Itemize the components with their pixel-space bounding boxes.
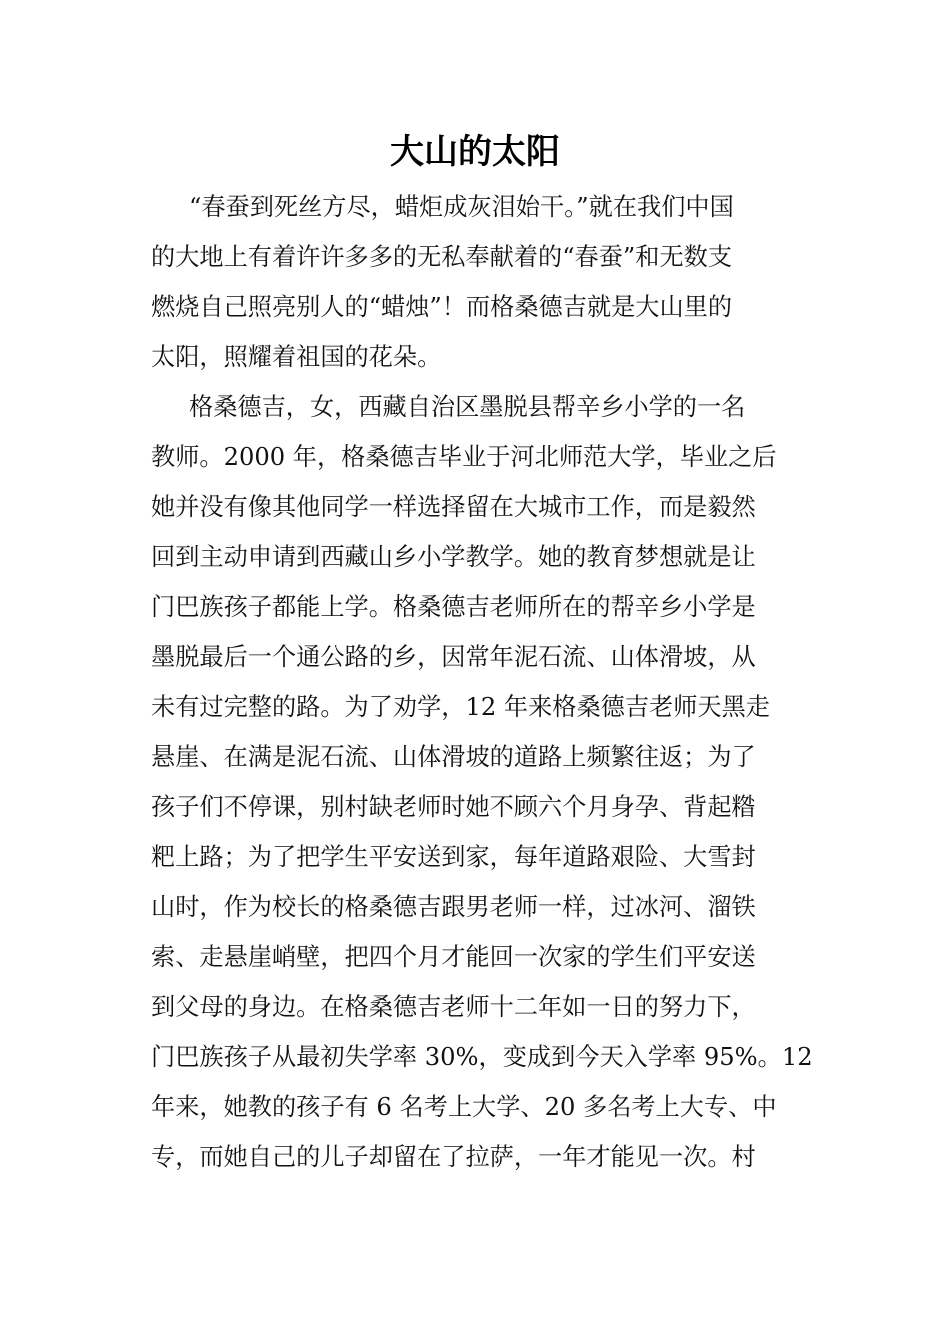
text-line: 索、走悬崖峭壁，把四个月才能回一次家的学生们平安送 xyxy=(151,943,756,971)
text-line: 她并没有像其他同学一样选择留在大城市工作，而是毅然 xyxy=(151,493,756,521)
text-line: 孩子们不停课，别村缺老师时她不顾六个月身孕、背起糌 xyxy=(151,793,756,821)
text-line: 到父母的身边。在格桑德吉老师十二年如一日的努力下， xyxy=(151,993,756,1021)
text-line: 未有过完整的路。为了劝学，12 年来格桑德吉老师天黑走 xyxy=(151,693,770,721)
text-line: 门巴族孩子从最初失学率 30%，变成到今天入学率 95%。12 xyxy=(151,1043,813,1071)
text-line: 燃烧自己照亮别人的“蜡烛”！而格桑德吉就是大山里的 xyxy=(151,293,733,321)
text-line: 回到主动申请到西藏山乡小学教学。她的教育梦想就是让 xyxy=(151,543,756,571)
document-body xyxy=(151,182,813,1182)
text-line: “春蚕到死丝方尽，蜡炬成灰泪始干。”就在我们中国 xyxy=(189,193,734,221)
text-line: 太阳，照耀着祖国的花朵。 xyxy=(151,343,442,371)
text-line: 教师。2000 年，格桑德吉毕业于河北师范大学，毕业之后 xyxy=(151,443,777,471)
text-line: 专，而她自己的儿子却留在了拉萨，一年才能见一次。村 xyxy=(151,1143,756,1171)
text-line: 的大地上有着许许多多的无私奉献着的“春蚕”和无数支 xyxy=(151,243,733,271)
paragraph-2 xyxy=(151,382,813,1182)
text-line: 悬崖、在满是泥石流、山体滑坡的道路上频繁往返；为了 xyxy=(151,743,756,771)
text-line: 年来，她教的孩子有 6 名考上大学、20 多名考上大专、中 xyxy=(151,1093,777,1121)
text-line: 粑上路；为了把学生平安送到家，每年道路艰险、大雪封 xyxy=(151,843,756,871)
text-line: 墨脱最后一个通公路的乡，因常年泥石流、山体滑坡，从 xyxy=(151,643,756,671)
text-line: 格桑德吉，女，西藏自治区墨脱县帮辛乡小学的一名 xyxy=(189,393,746,421)
text-line: 山时，作为校长的格桑德吉跟男老师一样，过冰河、溜铁 xyxy=(151,893,756,921)
page-title: 大山的太阳 xyxy=(390,132,560,172)
text-line: 门巴族孩子都能上学。格桑德吉老师所在的帮辛乡小学是 xyxy=(151,593,756,621)
paragraph-1 xyxy=(151,182,796,382)
